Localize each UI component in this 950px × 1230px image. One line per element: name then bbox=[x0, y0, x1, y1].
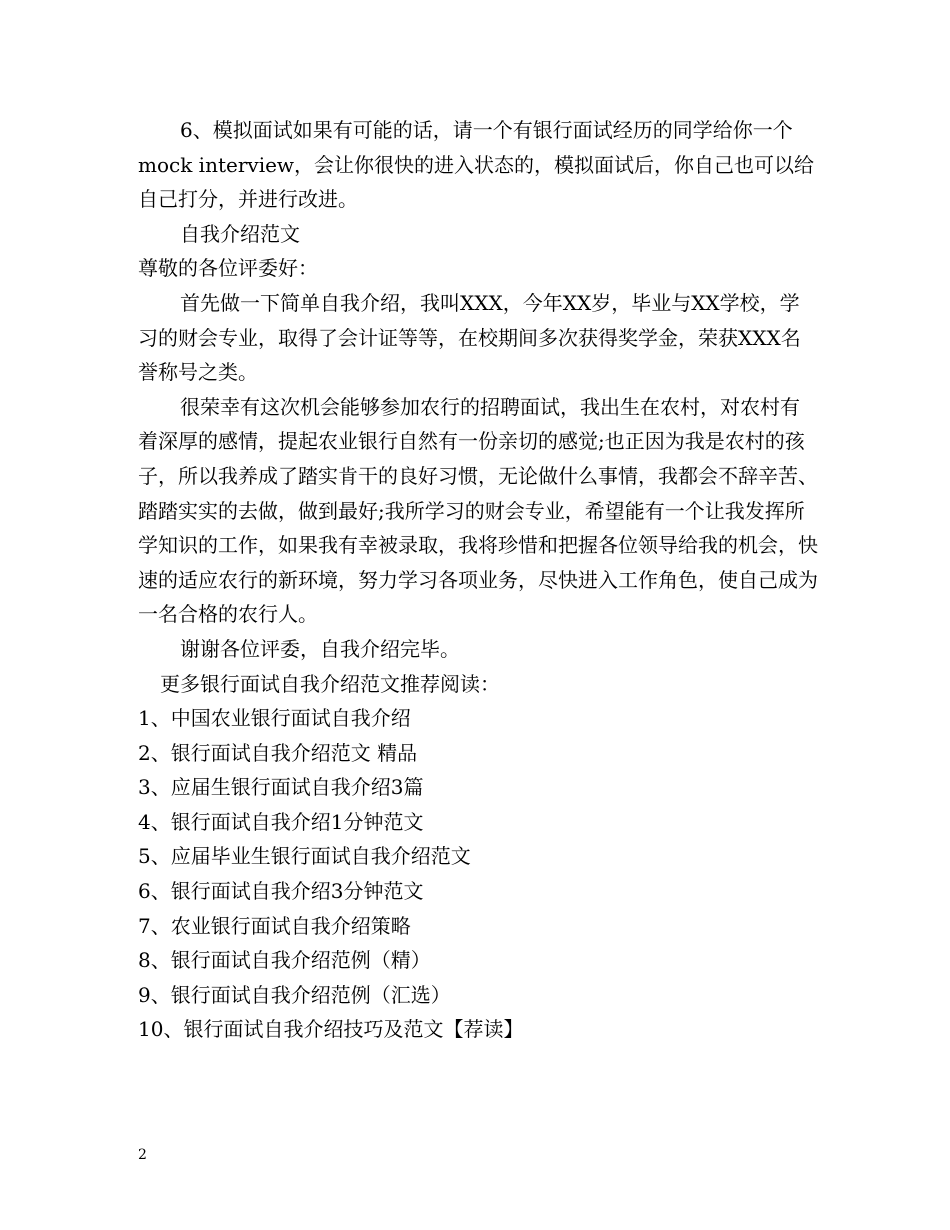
list-item[interactable]: 2、银行面试自我介绍范文 精品 bbox=[138, 740, 418, 765]
list-item[interactable]: 6、银行面试自我介绍3分钟范文 bbox=[138, 879, 424, 904]
list-item[interactable]: 8、银行面试自我介绍范例（精） bbox=[138, 948, 431, 973]
page-number: 2 bbox=[138, 1147, 147, 1163]
tip-paragraph-6: 6、模拟面试如果有可能的话，请一个有银行面试经历的同学给你一个mock interview，会让你很快的进入状态的，模拟面试后，你自己也可以给自己打分，并进行改进。 bbox=[138, 118, 815, 212]
section-heading: 自我介绍范文 bbox=[180, 221, 300, 246]
list-item[interactable]: 1、中国农业银行面试自我介绍 bbox=[138, 706, 411, 731]
list-item[interactable]: 10、银行面试自我介绍技巧及范文【荐读】 bbox=[138, 1017, 524, 1042]
list-item[interactable]: 3、应届生银行面试自我介绍3篇 bbox=[138, 775, 424, 800]
recommended-list bbox=[138, 701, 818, 1047]
list-item[interactable]: 5、应届毕业生银行面试自我介绍范文 bbox=[138, 844, 471, 869]
motivation-paragraph: 很荣幸有这次机会能够参加农行的招聘面试，我出生在农村，对农村有着深厚的感情，提起农业银行自然有一份亲切的感觉;也正因为我是农村的孩子，所以我养成了踏实肯干的良好习惯，无论做什么事情，我都会不辞辛苦、踏踏实实的去做，做到最好;我所学习的财会专业，希望能有一个让我发挥所学知识的工作，如果我有幸被录取，我将珍惜和把握各位领导给我的机会，快速的适应农行的新环境，努力学习各项业务，尽快进入工作角色，使自己成为一名合格的农行人。 bbox=[138, 394, 818, 627]
list-item[interactable]: 4、银行面试自我介绍1分钟范文 bbox=[138, 809, 424, 834]
closing-paragraph: 谢谢各位评委，自我介绍完毕。 bbox=[180, 636, 460, 661]
salutation: 尊敬的各位评委好： bbox=[138, 256, 318, 281]
list-item[interactable]: 9、银行面试自我介绍范例（汇选） bbox=[138, 982, 451, 1007]
recommended-reading-heading: 更多银行面试自我介绍范文推荐阅读： bbox=[160, 671, 500, 696]
intro-paragraph: 首先做一下简单自我介绍，我叫XXX，今年XX岁，毕业与XX学校，学习的财会专业，取得了会计证等等，在校期间多次获得奖学金，荣获XXX名誉称号之类。 bbox=[138, 290, 801, 385]
list-item[interactable]: 7、农业银行面试自我介绍策略 bbox=[138, 913, 411, 938]
document-body bbox=[138, 113, 818, 1047]
